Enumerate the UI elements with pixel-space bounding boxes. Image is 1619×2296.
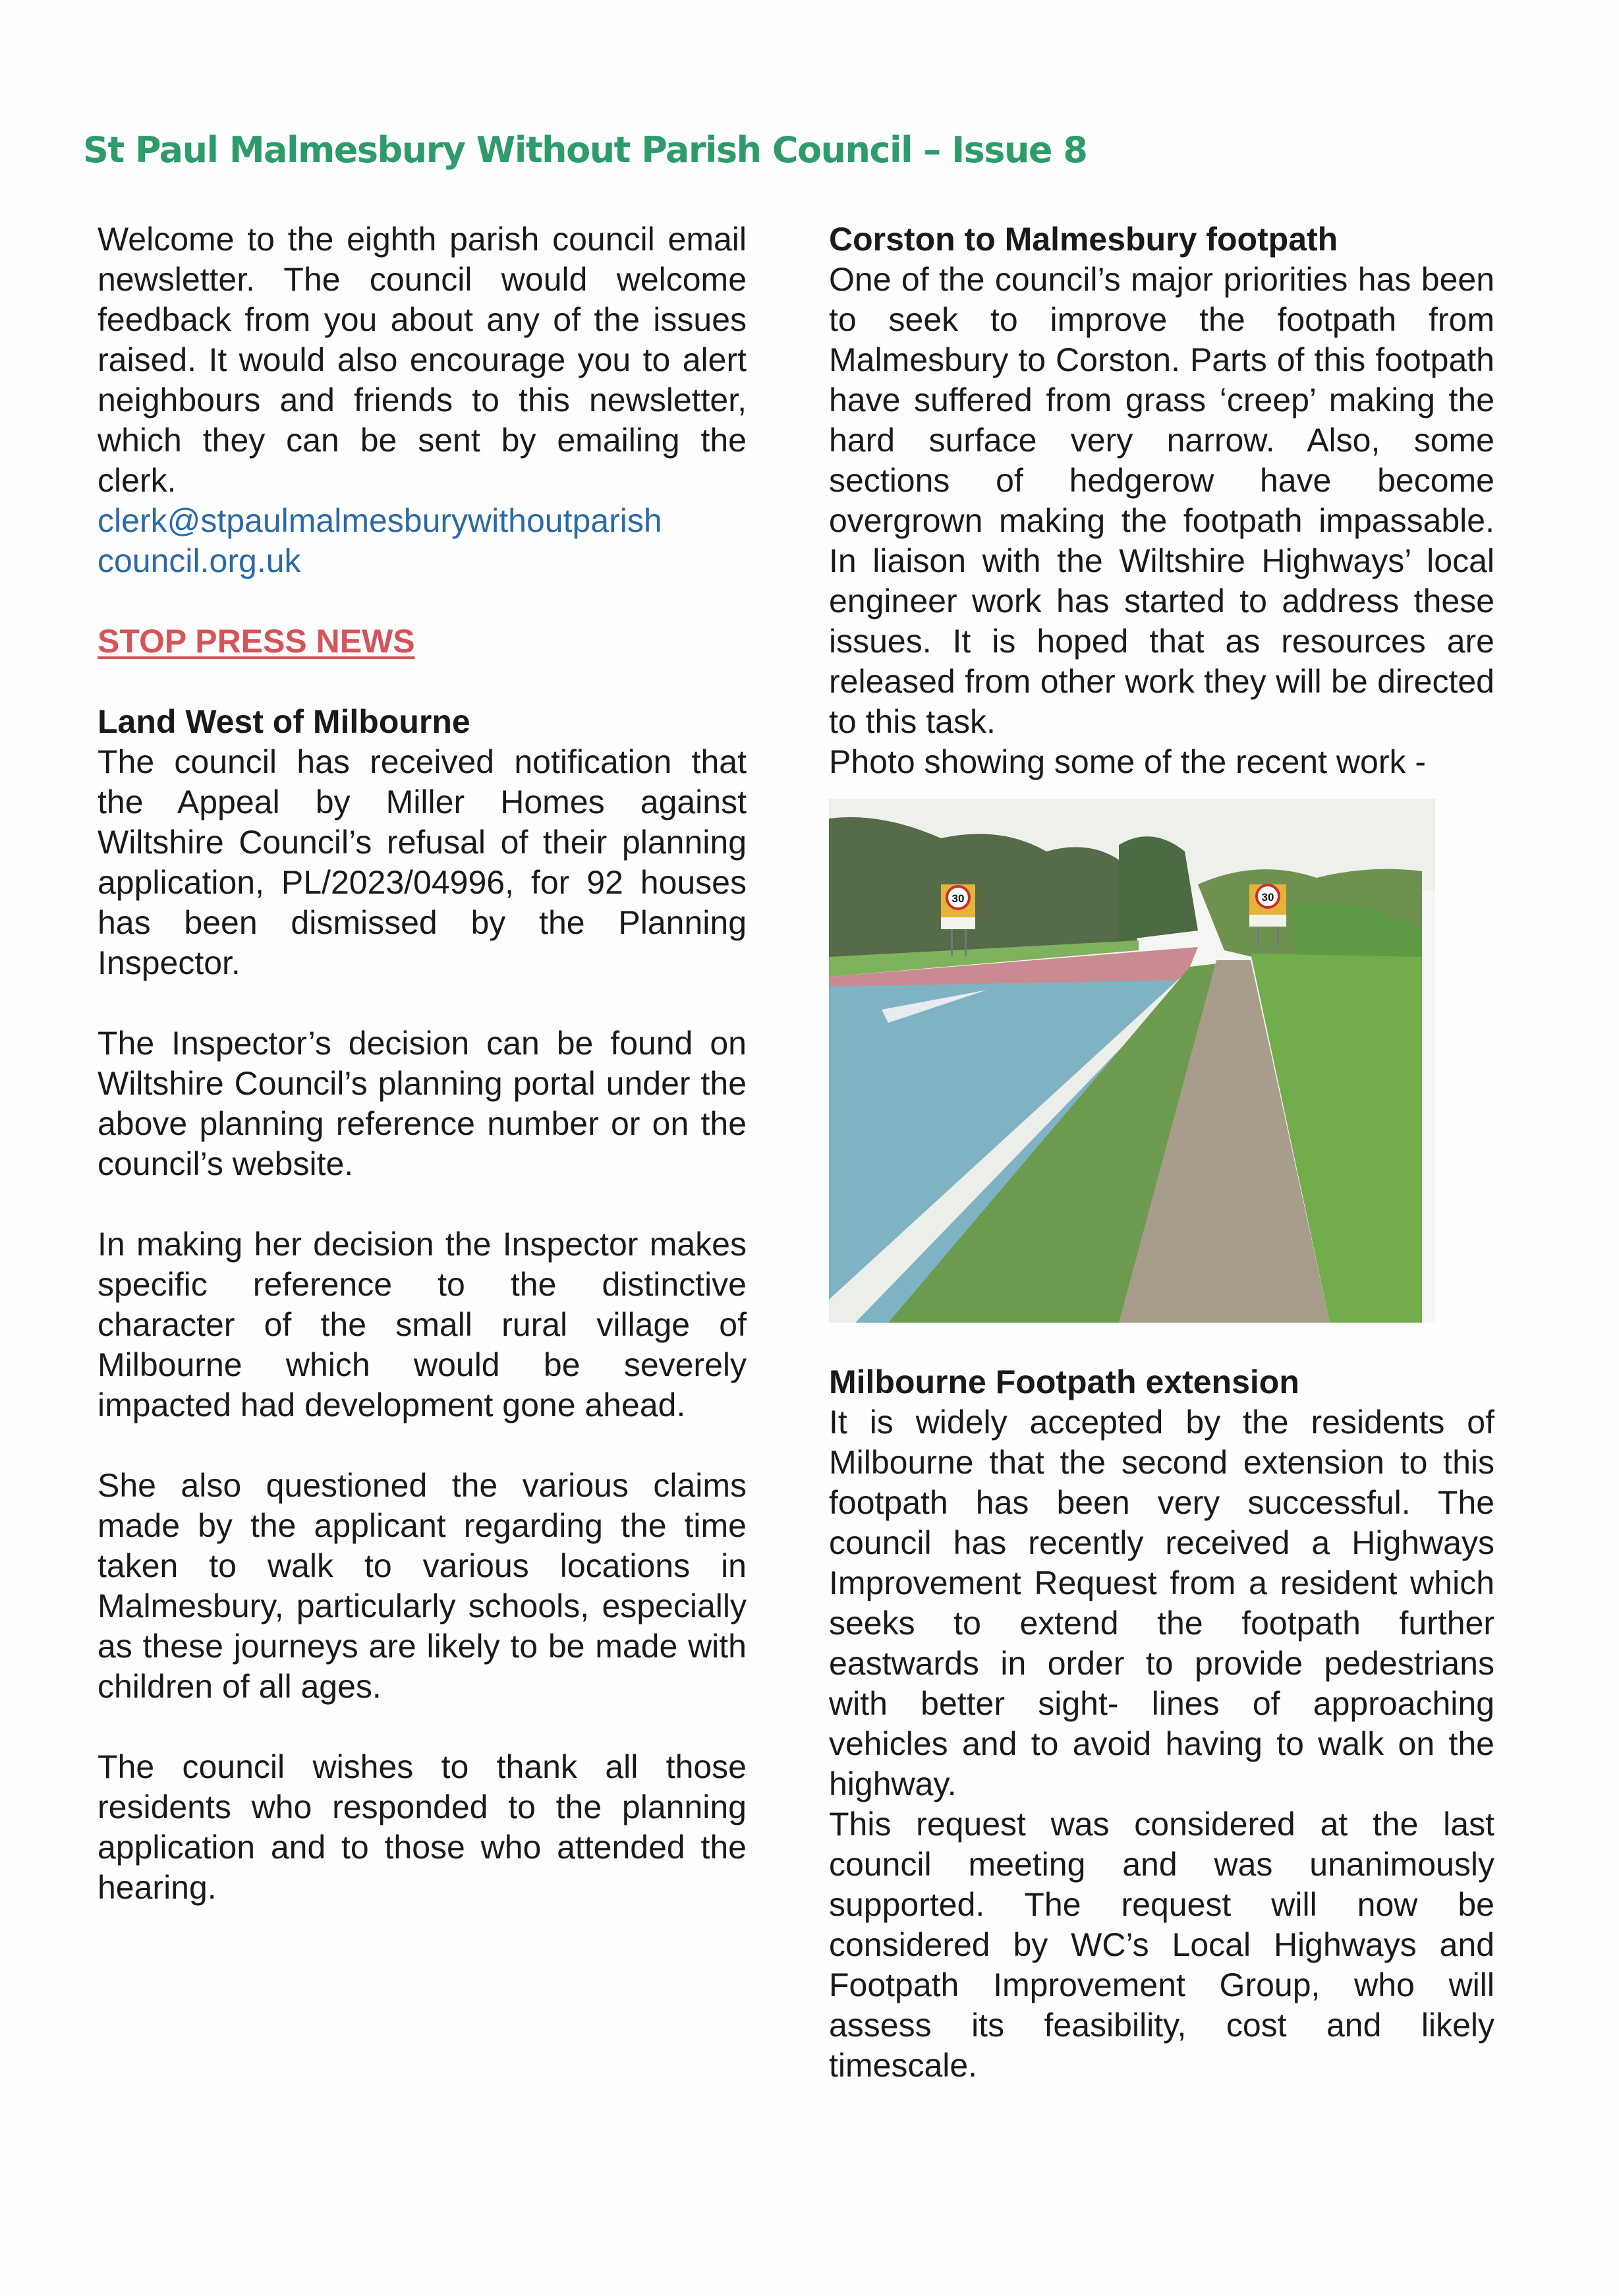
paragraph-appeal: The council has received notification that the Appeal by Miller Homes against Wiltshire Council’s refusal of their planning application, PL/2023/04996, for 92 houses has been dismissed by the Planning Inspector.: [98, 743, 747, 981]
intro-paragraph: Welcome to the eighth parish council email newsletter. The council would welcome feedback from you about any of the issues raised. It would also encourage you to alert neighbours and friends to this newsletter, which they can be sent by emailing the clerk.: [98, 221, 747, 499]
paragraph-decision-location: The Inspector’s decision can be found on Wiltshire Council’s planning portal under the above planning reference number or on the council’s website.: [98, 1025, 747, 1182]
paragraph-request-considered: This request was considered at the last council meeting and was unanimously supported. The request will now be considered by WC’s Local Highways and Footpath Improvement Group, who will assess its feasibility, cost and likely timescale.: [829, 1806, 1494, 2084]
section-heading-corston: Corston to Malmesbury footpath: [829, 221, 1338, 258]
left-column: [98, 219, 747, 1908]
paragraph-claims: She also questioned the various claims made by the applicant regarding the time taken to walk to various locations in Malmesbury, particularly schools, especially as these journeys are likely to be made with children of all ages.: [98, 1467, 747, 1705]
paragraph-thanks: The council wishes to thank all those residents who responded to the planning application and to those who attended the hearing.: [98, 1748, 747, 1906]
section-heading-milbourne-extension: Milbourne Footpath extension: [829, 1363, 1299, 1400]
paragraph-inspector-reference: In making her decision the Inspector makes specific reference to the distinctive character of the small rural village of Milbourne which would be severely impacted had development gone ahead.: [98, 1226, 747, 1423]
right-column: [829, 219, 1494, 2086]
stop-press-heading: STOP PRESS NEWS: [98, 623, 415, 660]
svg-text:30: 30: [1261, 891, 1274, 904]
newsletter-title: St Paul Malmesbury Without Parish Council – Issue 8: [83, 129, 1087, 171]
clerk-email-link[interactable]: [98, 501, 747, 581]
paragraph-extension-success: It is widely accepted by the residents of Milbourne that the second extension to this footpath has been very successful. The council has recently received a Highways Improvement Request from a resident which seeks to extend the footpath further eastwards in order to provide pedestrians with better sight- lines of approaching vehicles and to avoid having to walk on the highway.: [829, 1404, 1494, 1802]
section-heading-land-west: Land West of Milbourne: [98, 703, 470, 740]
svg-text:30: 30: [952, 892, 965, 905]
footpath-photo: [829, 799, 1435, 1323]
photo-caption: Photo showing some of the recent work -: [829, 743, 1427, 780]
paragraph-corston-footpath: One of the council’s major priorities has been to seek to improve the footpath from Malmesbury to Corston. Parts of this footpath have suffered from grass ‘creep’ making the hard surface very narrow. Also, some sections of hedgerow have become overgrown making the footpath impassable. In liaison with the Wiltshire Highways’ local engineer work has started to address these issues. It is hoped that as resources are released from other work they will be directed to this task.: [829, 261, 1494, 740]
email-line-2[interactable]: council.org.uk: [98, 542, 301, 579]
email-line-1[interactable]: clerk@stpaulmalmesburywithoutparish: [98, 502, 662, 539]
